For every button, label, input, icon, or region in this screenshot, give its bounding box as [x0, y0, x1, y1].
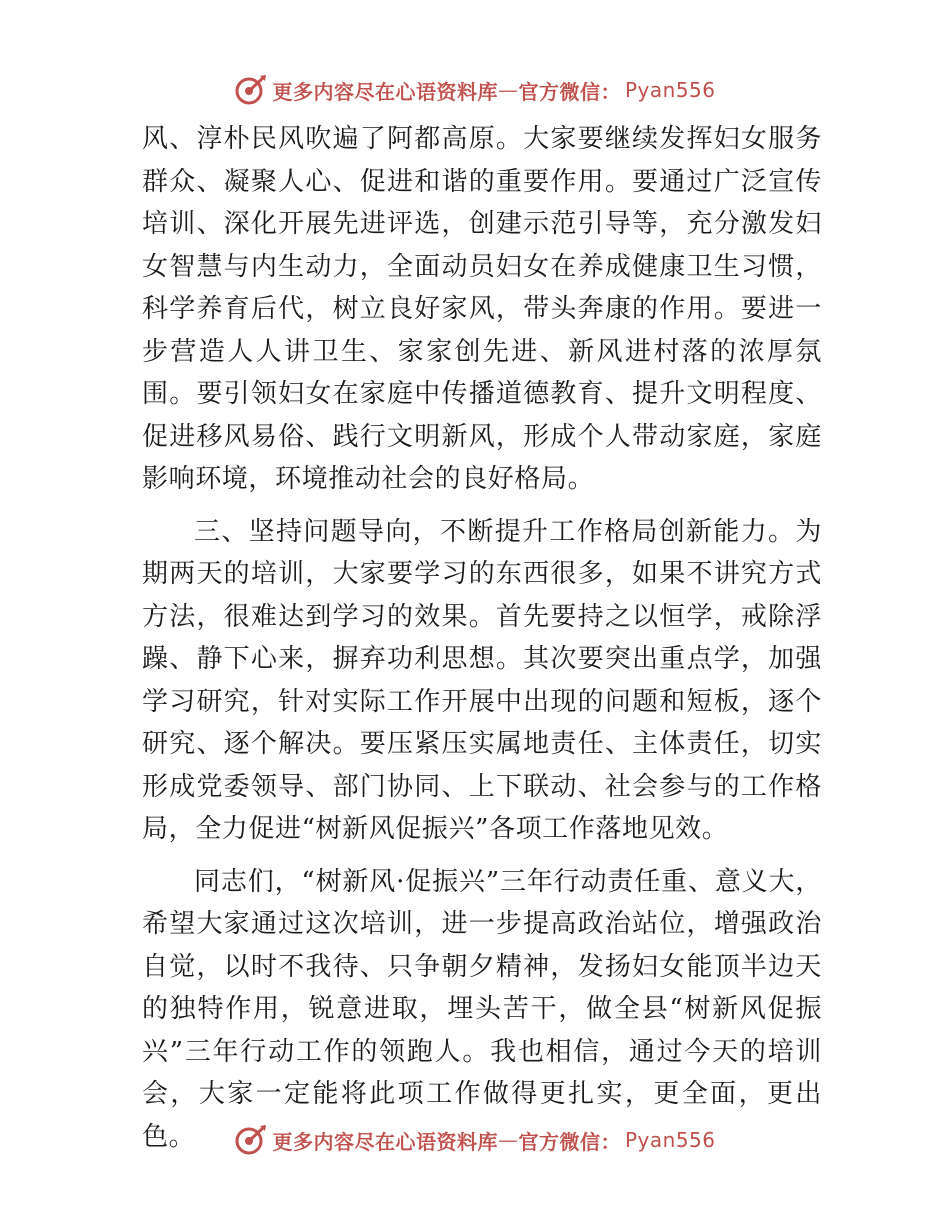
pen-seal-logo-icon [234, 73, 268, 107]
banner-wechat-label: 官方微信： [518, 1129, 621, 1154]
header-watermark-banner [0, 70, 950, 110]
banner-wechat-id: Pyan556 [624, 78, 716, 102]
banner-wechat-id: Pyan556 [624, 1128, 716, 1152]
banner-wechat-label: 官方微信： [518, 79, 621, 104]
footer-watermark-banner [0, 1120, 950, 1160]
document-body [142, 118, 822, 1158]
banner-main-text: 更多内容尽在心语资料库 [272, 1129, 498, 1154]
paragraph-closing: 同志们，“树新风·促振兴”三年行动责任重、意义大，希望大家通过这次培训，进一步提高政治站位，增强政治自觉，以时不我待、只争朝夕精神，发扬妇女能顶半边天的独特作用，锐意进取，埋头苦干，做全县“树新风促振兴”三年行动工作的领跑人。我也相信，通过今天的培训会，大家一定能将此项工作做得更扎实，更全面，更出色。 [142, 866, 822, 1152]
paragraph-section-three: 三、坚持问题导向，不断提升工作格局创新能力。为期两天的培训，大家要学习的东西很多，如果不讲究方式方法，很难达到学习的效果。首先要持之以恒学，戒除浮躁、静下心来，摒弃功利思想。其次要突出重点学，加强学习研究，针对实际工作开展中出现的问题和短板，逐个研究、逐个解决。要压紧压实属地责任、主体责任，切实形成党委领导、部门协同、上下联动、社会参与的工作格局，全力促进“树新风促振兴”各项工作落地见效。 [142, 516, 822, 844]
pen-seal-logo-icon [234, 1123, 268, 1157]
banner-separator: — [497, 1128, 519, 1152]
banner-main-text: 更多内容尽在心语资料库 [272, 79, 498, 104]
paragraph-continuation: 风、淳朴民风吹遍了阿都高原。大家要继续发挥妇女服务群众、凝聚人心、促进和谐的重要作用。要通过广泛宣传培训、深化开展先进评选，创建示范引导等，充分激发妇女智慧与内生动力，全面动员妇女在养成健康卫生习惯，科学养育后代，树立良好家风，带头奔康的作用。要进一步营造人人讲卫生、家家创先进、新风进村落的浓厚氛围。要引领妇女在家庭中传播道德教育、提升文明程度、促进移风易俗、践行文明新风，形成个人带动家庭，家庭影响环境，环境推动社会的良好格局。 [142, 124, 822, 494]
banner-separator: — [497, 78, 519, 102]
